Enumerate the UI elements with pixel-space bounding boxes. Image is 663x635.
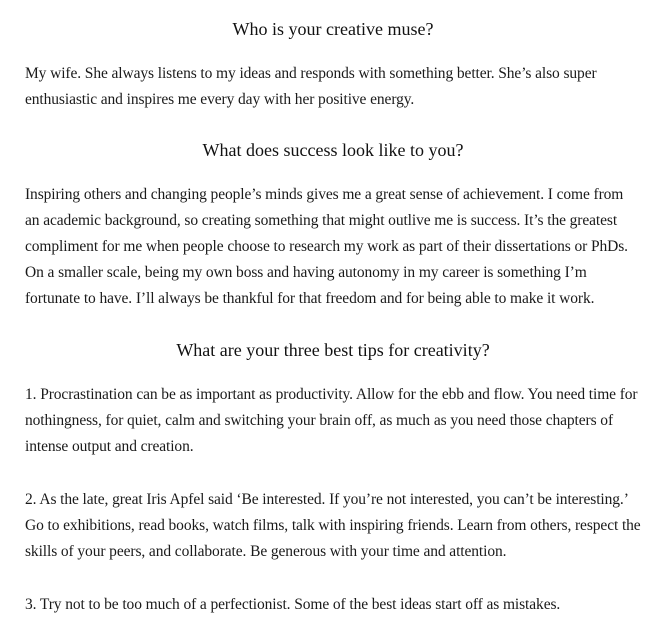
question-heading-success: What does success look like to you? (202, 140, 464, 160)
creativity-tip-3: 3. Try not to be too much of a perfectionist. Some of the best ideas start off as mistakes. (25, 596, 561, 613)
creativity-tip-1: 1. Procrastination can be as important as productivity. Allow for the ebb and flow. You need time for nothingness, for quiet, calm and switching your brain off, as much as you need those chapters of intense output and creation. (25, 386, 638, 455)
creativity-tip-2: 2. As the late, great Iris Apfel said ‘Be interested. If you’re not interested, you can’t be interesting.’ Go to exhibitions, read books, watch films, talk with inspiring friends. Learn from others, respect the skills of your peers, and collaborate. Be generous with your time and attention. (25, 491, 641, 560)
answer-paragraph-creative-muse: My wife. She always listens to my ideas and responds with something better. She’s also super enthusiastic and inspires me every day with her positive energy. (25, 65, 597, 108)
question-heading-creativity-tips: What are your three best tips for creativity? (176, 340, 490, 360)
answer-paragraph-success: Inspiring others and changing people’s minds gives me a great sense of achievement. I come from an academic background, so creating something that might outlive me is success. It’s the greatest compliment for me when people choose to research my work as part of their dissertations or PhDs. On a smaller scale, being my own boss and having autonomy in my career is something I’m fortunate to have. I’ll always be thankful for that freedom and for being able to make it work. (25, 186, 628, 307)
question-heading-creative-muse: Who is your creative muse? (232, 19, 434, 39)
